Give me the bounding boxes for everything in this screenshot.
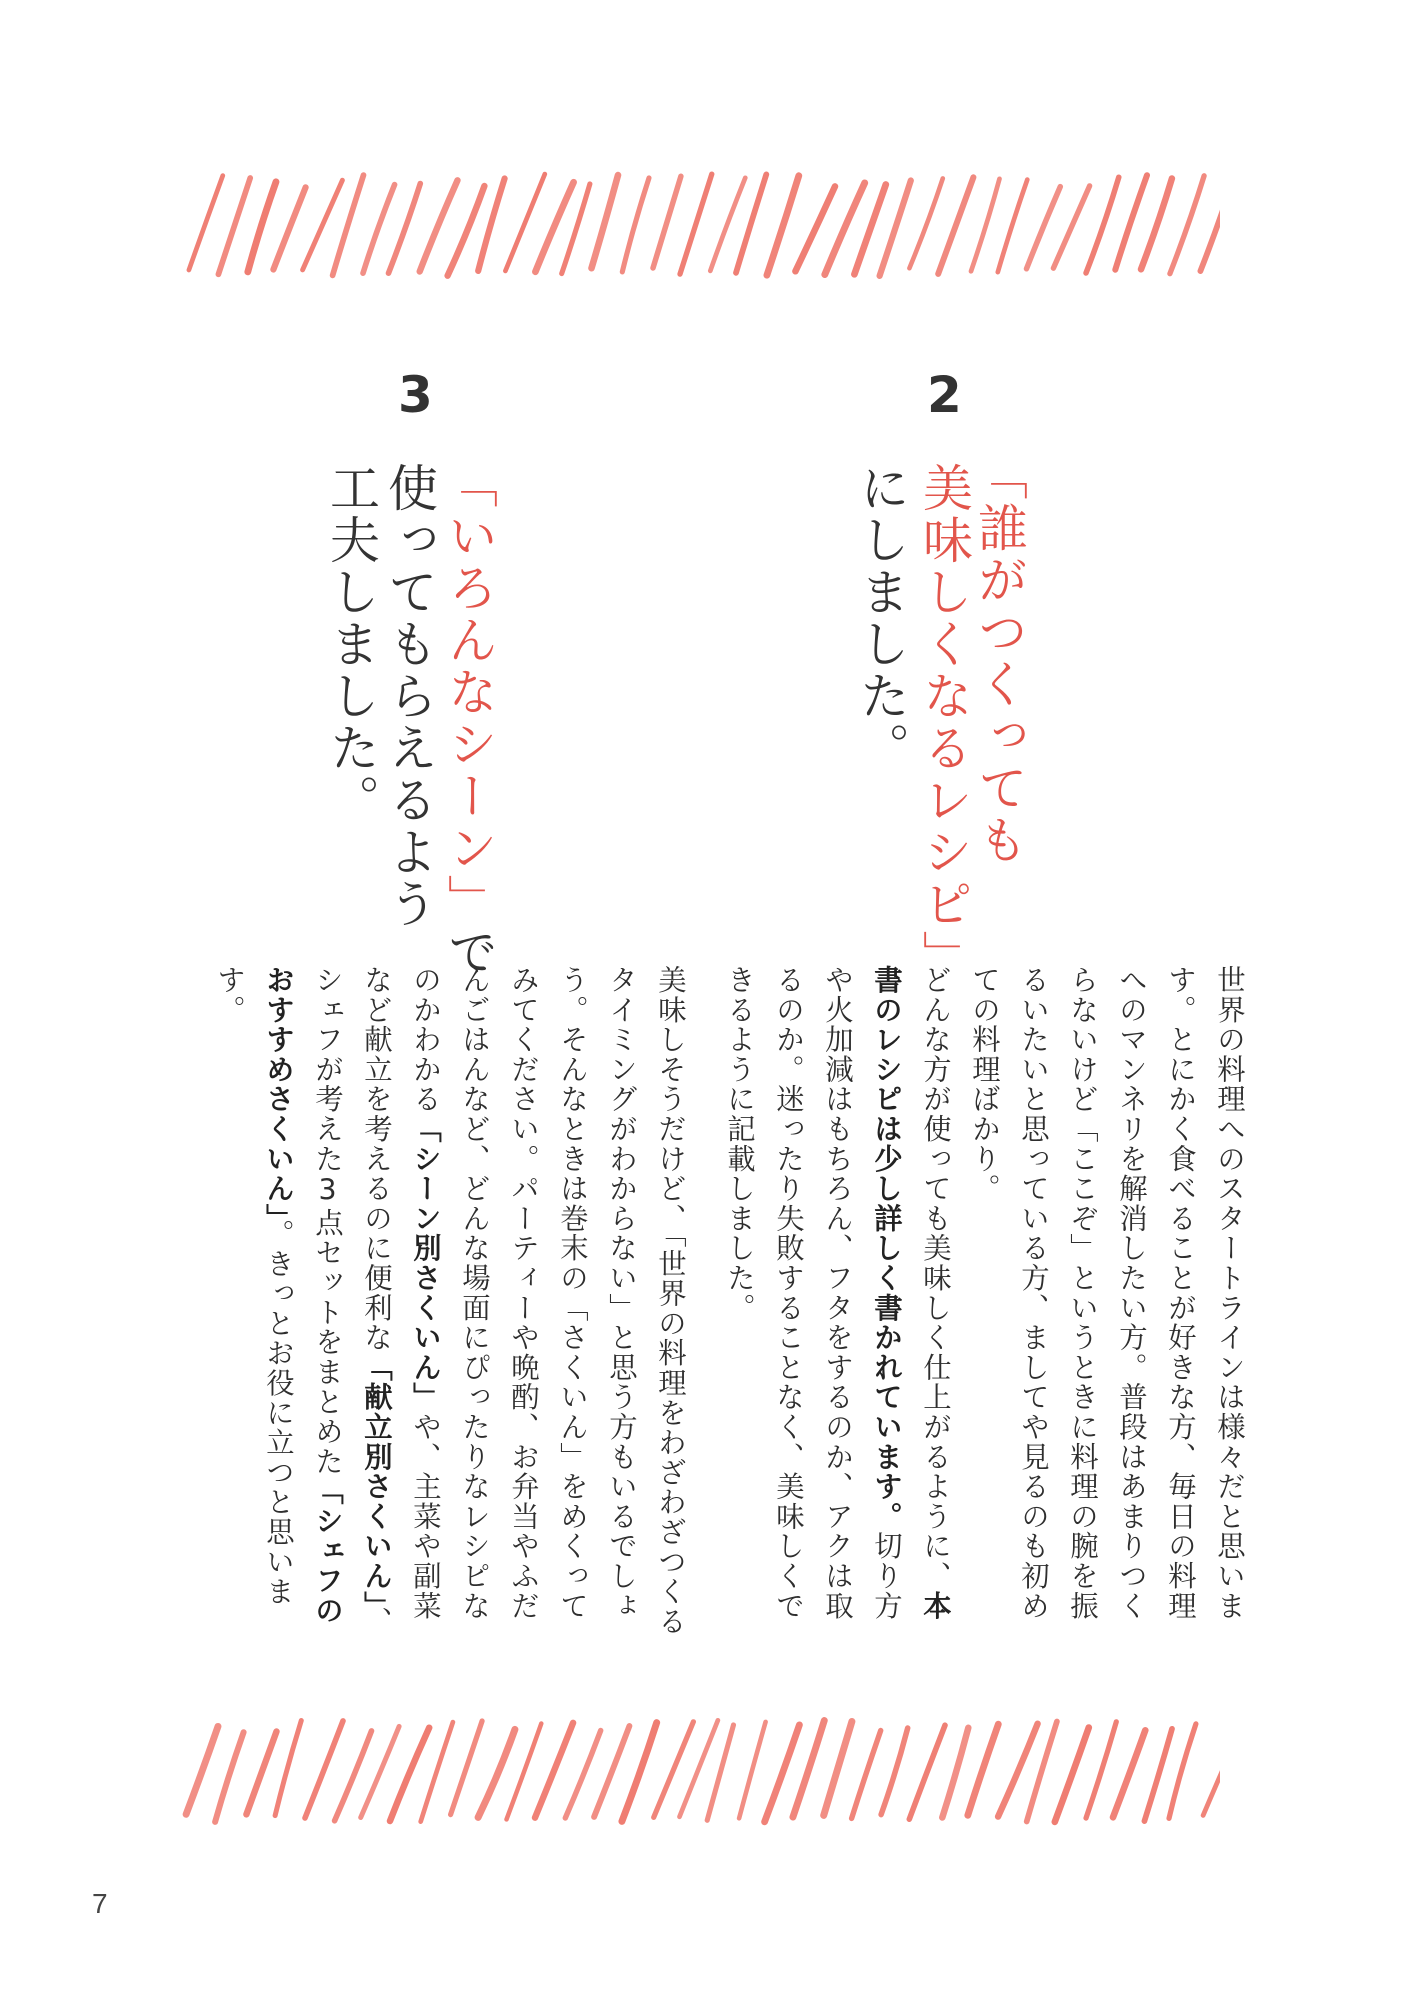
section3-body-bold-3: 「シェフのおすすめさくいん」 bbox=[262, 965, 344, 1626]
stripe-mark bbox=[938, 177, 973, 274]
stripe-mark bbox=[1170, 176, 1204, 274]
section2-body bbox=[715, 965, 1254, 1645]
section-number-3: 3 bbox=[398, 366, 433, 424]
section3-heading-red: 「いろんなシーン」 bbox=[440, 458, 498, 926]
stripe-mark bbox=[565, 1731, 600, 1819]
stripe-mark bbox=[592, 175, 619, 268]
stripe-mark bbox=[998, 180, 1028, 273]
stripe-mark bbox=[1115, 175, 1147, 270]
stripe-mark bbox=[852, 1731, 881, 1819]
stripe-mark bbox=[1203, 1731, 1220, 1816]
stripe-mark bbox=[1086, 177, 1119, 273]
section2-heading-line-1: 「誰がつくっても bbox=[970, 450, 1028, 866]
section3-heading-line-2: 使ってもらえるよう bbox=[380, 462, 438, 930]
stripe-mark bbox=[1169, 1724, 1196, 1819]
decorative-stripes-bottom bbox=[180, 1714, 1220, 1826]
stripe-mark bbox=[739, 1722, 766, 1818]
decorative-stripes-top bbox=[180, 168, 1220, 280]
stripe-mark bbox=[942, 1728, 968, 1818]
section-number-2: 2 bbox=[927, 366, 962, 424]
stripe-mark bbox=[273, 187, 305, 269]
section3-heading-dark-suffix: で bbox=[440, 926, 498, 978]
stripe-mark bbox=[246, 1732, 276, 1815]
stripe-mark bbox=[968, 1724, 999, 1815]
section2-body-text-1: 世界の料理へのスタートラインは様々だと思います。とにかく食べることが好きな方、毎日の料理へのマンネリを解消したい方。普段はあまりつくらないけど「ここぞ」というときに料理の腕を振るいたいと思っている方、ましてや見るのも初めての料理ばかり。 bbox=[968, 965, 1246, 1621]
stripe-mark bbox=[189, 176, 223, 270]
section3-body-text-2: や、主菜や副菜など献立を考えるのに便利な bbox=[360, 965, 442, 1621]
section3-body-bold-1: 「シーン別さくいん」 bbox=[409, 1114, 442, 1412]
stripe-mark bbox=[971, 179, 1000, 271]
stripe-mark bbox=[248, 182, 276, 272]
section2-heading-line-3: にしました。 bbox=[852, 462, 910, 774]
stripe-mark bbox=[1027, 187, 1061, 269]
section3-body-text-3: 、シェフが考えた3点セットをまとめた bbox=[311, 965, 393, 1637]
section3-heading-line-3: 工夫しました。 bbox=[322, 462, 380, 826]
stripe-mark bbox=[389, 184, 421, 274]
stripe-mark bbox=[186, 1726, 218, 1814]
stripes-bottom-svg bbox=[180, 1714, 1220, 1826]
stripe-mark bbox=[215, 1732, 244, 1822]
stripe-mark bbox=[909, 178, 942, 268]
stripe-mark bbox=[1086, 1722, 1116, 1818]
stripe-mark bbox=[1055, 1728, 1089, 1822]
stripe-mark bbox=[1141, 179, 1172, 270]
stripe-mark bbox=[363, 185, 395, 274]
stripe-mark bbox=[478, 1729, 515, 1817]
stripe-mark bbox=[824, 1722, 852, 1816]
stripe-mark bbox=[680, 174, 712, 274]
stripe-mark bbox=[218, 178, 250, 274]
stripe-mark bbox=[535, 1723, 573, 1818]
section2-heading-line-2: 美味しくなるレシピ」 bbox=[915, 462, 973, 982]
stripe-mark bbox=[1113, 1730, 1145, 1817]
page-number: 7 bbox=[92, 1888, 108, 1919]
stripe-mark bbox=[420, 180, 458, 271]
section3-body-bold-2: 「献立別さくいん」 bbox=[360, 1352, 393, 1607]
stripes-top-svg bbox=[180, 168, 1220, 280]
section2-body-text-2: どんな方が使っても美味しく仕上がるように、 bbox=[919, 965, 952, 1591]
section3-body-text-4: 。きっとお役に立つと思います。 bbox=[213, 965, 295, 1607]
stripe-mark bbox=[909, 1725, 945, 1819]
stripe-mark bbox=[881, 1728, 908, 1815]
section2-body-text-3: 切り方や火加減はもちろん、フタをするのか、アクは取るのか。迷ったり失敗することなく、美味しくできるように記載しました。 bbox=[723, 965, 903, 1621]
stripe-mark bbox=[305, 1721, 343, 1818]
stripe-mark bbox=[1144, 1729, 1172, 1821]
section3-body-text-1: 美味しそうだけど、「世界の料理をわざわざつくるタイミングがわからない」と思う方もいるでしょう。そんなときは巻末の「さくいん」をめくってみてください。パーティーや晩酌、お弁当やふだんごはんなど、どんな場面にぴったりなレシピなのかわかる bbox=[409, 965, 687, 1637]
stripe-mark bbox=[451, 1721, 483, 1815]
section3-body bbox=[205, 965, 695, 1645]
stripe-mark bbox=[1200, 176, 1220, 271]
stripe-mark bbox=[767, 176, 799, 276]
stripe-mark bbox=[1053, 186, 1089, 268]
section2-body-bold-1: 本書のレシピは少し詳しく書かれています。 bbox=[870, 965, 952, 1621]
stripe-mark bbox=[622, 178, 649, 272]
stripe-mark bbox=[653, 176, 681, 268]
stripe-mark bbox=[275, 1721, 301, 1816]
